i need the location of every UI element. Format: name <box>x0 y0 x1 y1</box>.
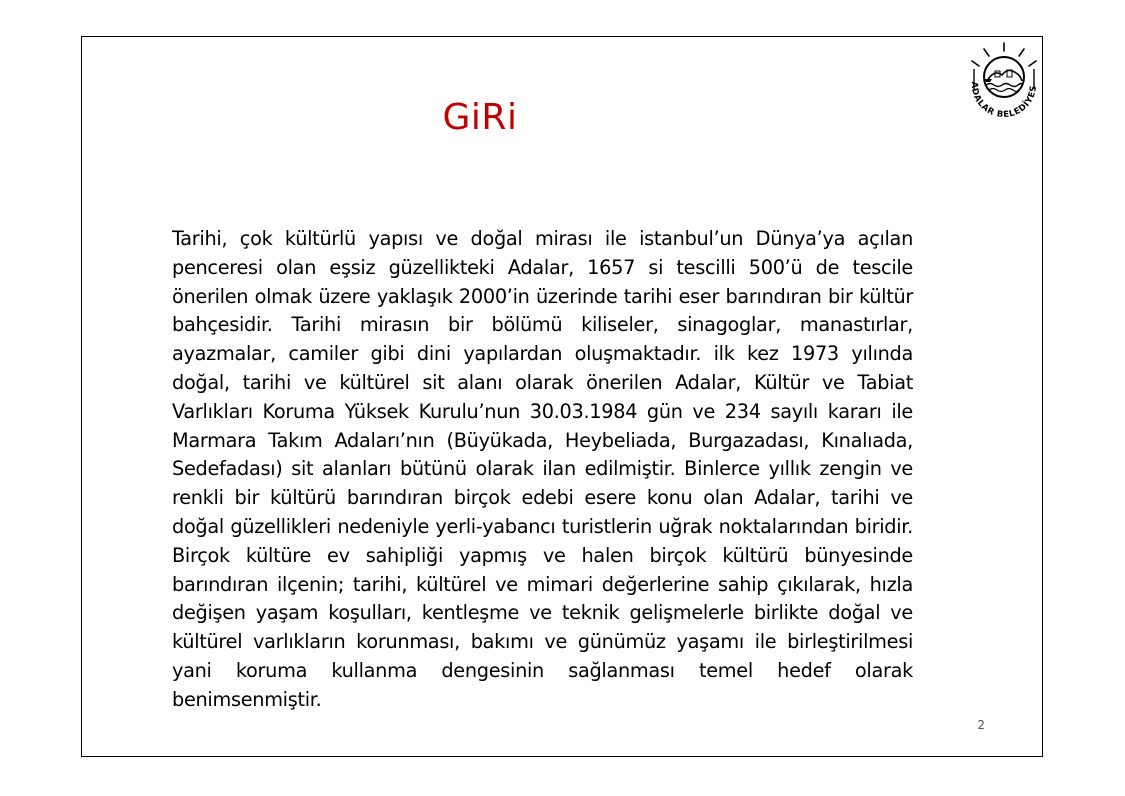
adalar-belediyesi-logo-icon <box>962 41 1046 125</box>
logo-text: ADALAR BELEDİYES <box>968 81 1040 121</box>
body-paragraph: Tarihi, çok kültürlü yapısı ve doğal mirası ile istanbul’un Dünya’ya açılan penceresi olan eşsiz güzellikteki Adalar, 1657 si tescilli 500’ü de tescile önerilen olmak üzere yaklaşık 2000’in üzerinde tarihi eser barındıran bir kültür bahçesidir. Tarihi mirasın bir bölümü kiliseler, sinagoglar, manastırlar, ayazmalar, camiler gibi dini yapılardan oluşmaktadır. ilk kez 1973 yılında doğal, tarihi ve kültürel sit alanı olarak önerilen Adalar, Kültür ve Tabiat Varlıkları Koruma Yüksek Kurulu’nun 30.03.1984 gün ve 234 sayılı kararı ile Marmara Takım Adaları’nın (Büyükada, Heybeliada, Burgazadası, Kınalıada, Sedefadası) sit alanları bütünü olarak ilan edilmiştir. Binlerce yıllık zengin ve renkli bir kültürü barındıran birçok edebi esere konu olan Adalar, tarihi ve doğal güzellikleri nedeniyle yerli-yabancı turistlerin uğrak noktalarından biridir. Birçok kültüre ev sahipliği yapmış ve halen birçok kültürü bünyesinde barındıran ilçenin; tarihi, kültürel ve mimari değerlerine sahip çıkılarak, hızla değişen yaşam koşulları, kentleşme ve teknik gelişmelerle birlikte doğal ve kültürel varlıkların korunması, bakımı ve günümüz yaşamı ile birleştirilmesi yani koruma kullanma dengesinin sağlanması temel hedef olarak benimsenmiştir. <box>172 227 913 711</box>
page-number: 2 <box>977 718 985 732</box>
slide-title: GiRi <box>442 97 518 138</box>
slide-frame <box>81 36 1043 757</box>
